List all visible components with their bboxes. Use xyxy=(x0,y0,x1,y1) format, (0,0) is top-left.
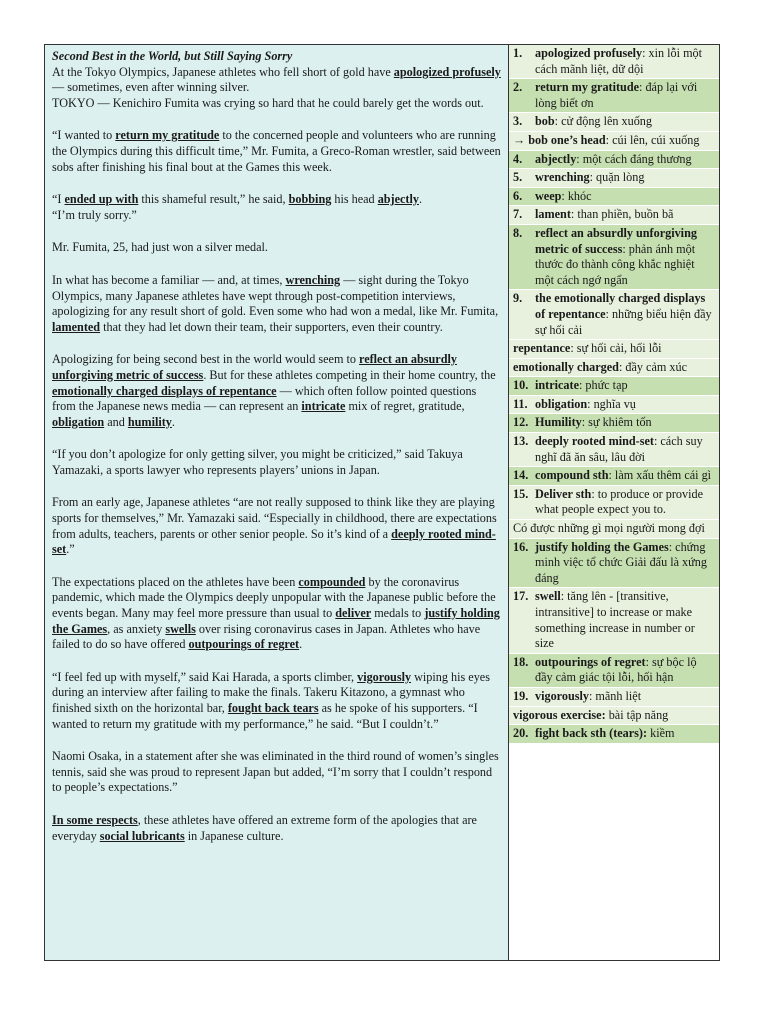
vocab-entry xyxy=(535,114,715,130)
document-sheet xyxy=(44,44,720,961)
vocab-item xyxy=(509,486,719,520)
vocab-entry xyxy=(535,226,715,288)
vocab-item xyxy=(509,45,719,79)
vocab-term: intricate xyxy=(535,378,579,393)
vocab-term: emotionally charged xyxy=(513,359,619,374)
vocab-entry xyxy=(535,415,715,431)
highlighted-phrase: deeply rooted mind-set xyxy=(52,526,496,557)
vocab-definition: : làm xấu thêm cái gì xyxy=(608,468,712,483)
vocab-item xyxy=(509,539,719,589)
highlighted-phrase: deliver xyxy=(335,606,372,621)
article-text: and xyxy=(104,414,128,429)
highlighted-phrase: vigorously xyxy=(357,669,412,684)
vocab-term: vigorously xyxy=(535,688,589,703)
vocab-term: wrenching xyxy=(535,170,590,185)
article-text: , as anxiety xyxy=(107,621,166,636)
vocab-term: vigorous exercise: xyxy=(513,707,606,722)
vocab-term: Humility xyxy=(535,415,582,430)
highlighted-phrase: swells xyxy=(165,621,196,636)
vocab-term: justify holding the Games xyxy=(535,539,669,554)
article-text: . But for these athletes competing in their home country, the xyxy=(203,367,496,382)
vocab-number: 20. xyxy=(513,726,529,741)
article-text: , these athletes have offered an extreme form of the apologies that are everyday xyxy=(52,812,477,843)
vocab-number: 3. xyxy=(513,114,523,129)
highlighted-phrase: intricate xyxy=(301,399,346,414)
article-text: — sight during the Tokyo Olympics, many Japanese athletes have wept through post-competition interviews, apologizing for any result short of gold. Even some who had won a medal, like Mr. Fumita, xyxy=(52,272,499,319)
highlighted-phrase: fought back tears xyxy=(227,701,319,715)
article-text: mix of regret, gratitude, xyxy=(345,399,465,414)
highlighted-phrase: outpourings of regret xyxy=(188,637,300,652)
vocab-number: 15. xyxy=(513,486,529,501)
vocab-item xyxy=(509,396,719,415)
article-text: this shameful result,” he said, xyxy=(138,192,289,207)
highlighted-phrase: obligation xyxy=(52,414,105,429)
vocab-number: 19. xyxy=(513,688,529,703)
article-title: Second Best in the World, but Still Saying Sorry xyxy=(52,49,293,63)
article-text: medals to xyxy=(371,606,425,621)
article-text: . “I’m truly sorry.” xyxy=(52,192,423,222)
vocab-number: 13. xyxy=(513,434,529,449)
vocab-note xyxy=(509,359,719,378)
vocab-term: bob xyxy=(535,114,555,129)
article-paragraph xyxy=(52,65,501,112)
vocab-entry xyxy=(535,291,715,338)
vocab-number: 5. xyxy=(513,170,523,185)
vocab-definition: : những biểu hiện đầy sự hối cải xyxy=(535,306,712,337)
vocab-number: 6. xyxy=(513,188,523,203)
article-paragraph xyxy=(52,352,501,430)
article-paragraph xyxy=(52,670,501,732)
vocab-definition: bài tập năng xyxy=(605,707,669,722)
vocab-item xyxy=(509,225,719,290)
vocab-entry xyxy=(535,378,715,394)
vocab-number: 1. xyxy=(513,46,523,60)
vocab-definition: : sự khiêm tốn xyxy=(581,415,652,430)
vocab-number: 7. xyxy=(513,207,523,222)
vocab-term: lament xyxy=(535,207,571,222)
vocab-definition: : cử động lên xuống xyxy=(554,114,652,129)
highlighted-phrase: return my gratitude xyxy=(115,128,220,143)
vocab-definition: : tăng lên - [transitive, intransitive] to increase or make something increase in number or size xyxy=(535,589,695,651)
vocab-item xyxy=(509,688,719,707)
vocab-item xyxy=(509,725,719,744)
vocab-term: apologized profusely xyxy=(535,46,643,60)
article-text: — which often follow pointed questions from the Japanese news media — can represent an xyxy=(52,383,477,414)
article-paragraph xyxy=(52,575,501,653)
article-text: . xyxy=(299,637,303,652)
highlighted-phrase: abjectly xyxy=(377,192,419,207)
vocab-entry xyxy=(535,152,715,168)
highlighted-phrase: bobbing xyxy=(288,192,332,207)
vocab-definition: : phản ánh một thước đo thành công khắc nghiệt một cách ngớ ngẩn xyxy=(535,241,696,287)
vocab-number: 2. xyxy=(513,80,523,95)
vocab-definition: : một cách đáng thương xyxy=(576,151,692,166)
article-text: wiping his eyes during an interview after failing to make the finals. Takeru Kitazono, a gymnast who finished sixth on the horizontal bar, xyxy=(52,669,490,715)
vocab-term: fight back sth (tears): xyxy=(535,726,648,741)
article-paragraph xyxy=(52,273,501,335)
vocab-term: the emotionally charged displays of repentance xyxy=(535,291,706,321)
vocab-definition: Có được những gì mọi người mong đợi xyxy=(513,521,705,536)
vocab-entry xyxy=(535,397,715,413)
article-text: Naomi Osaka, in a statement after she was eliminated in the third round of women’s singles tennis, said she was proud to represent Japan but added, “I’m sorry that I couldn’t respond to people’s expectations.” xyxy=(52,749,499,795)
highlighted-phrase: social lubricants xyxy=(99,828,185,843)
vocab-entry xyxy=(535,589,715,651)
vocab-definition: : khóc xyxy=(561,188,592,203)
vocab-item xyxy=(509,206,719,225)
vocab-term: weep xyxy=(535,188,562,203)
article-text: as he spoke of his supporters. “I wanted to return my gratitude with my performance,” he said. “But I couldn’t.” xyxy=(52,701,478,731)
vocab-number: 9. xyxy=(513,291,523,306)
vocab-item xyxy=(509,467,719,486)
vocab-entry xyxy=(535,80,715,111)
article-text: Apologizing for being second best in the world would seem to xyxy=(52,352,360,367)
article-paragraph xyxy=(52,240,501,256)
article-text: “I wanted to xyxy=(52,128,116,143)
vocab-item xyxy=(509,79,719,113)
highlighted-phrase: In some respects xyxy=(52,812,138,827)
vocab-term: repentance xyxy=(513,341,571,356)
vocab-number: 8. xyxy=(513,225,523,240)
vocab-term: Deliver sth xyxy=(535,486,592,501)
vocab-definition: : phức tạp xyxy=(579,378,628,393)
highlighted-phrase: compounded xyxy=(298,574,366,589)
article-paragraph xyxy=(52,813,501,844)
arrow-icon: → xyxy=(513,132,529,147)
vocab-definition: : cúi lên, cúi xuống xyxy=(605,132,700,147)
vocab-entry xyxy=(535,207,715,223)
vocab-definition: : mãnh liệt xyxy=(588,688,642,703)
article-text: Mr. Fumita, 25, had just won a silver medal. xyxy=(52,240,268,255)
vocab-entry xyxy=(535,170,715,186)
vocab-definition: : chứng minh việc tổ chức Giải đấu là xứng đáng xyxy=(535,539,707,585)
vocab-number: 14. xyxy=(513,468,529,483)
vocab-item xyxy=(509,588,719,653)
vocab-entry xyxy=(535,434,715,465)
vocab-term: obligation xyxy=(535,396,588,411)
vocabulary-column xyxy=(509,45,719,960)
vocab-definition: kiềm xyxy=(647,726,675,741)
article-text: .” xyxy=(66,542,75,557)
vocab-definition: : quặn lòng xyxy=(589,170,645,185)
article-text: — sometimes, even after winning silver. TOKYO — Kenichiro Fumita was crying so hard that he could barely get the words out. xyxy=(52,80,484,110)
vocab-entry xyxy=(535,540,715,587)
article-text: At the Tokyo Olympics, Japanese athletes who fell short of gold have xyxy=(52,64,394,79)
vocab-term: abjectly xyxy=(535,151,577,166)
vocab-number: 4. xyxy=(513,151,523,166)
vocab-item xyxy=(509,377,719,396)
vocab-item xyxy=(509,113,719,132)
article-paragraph xyxy=(52,749,501,796)
vocab-entry xyxy=(535,46,715,77)
vocab-term: reflect an absurdly unforgiving metric of success xyxy=(535,225,697,256)
article-text: From an early age, Japanese athletes “are not really supposed to think like they are playing sports for themselves,” Mr. Yamazaki said. “Especially in childhood, there are expectations from adults, teachers, parents or other senior people. So it’s kind of a xyxy=(52,495,497,541)
article-text: . xyxy=(171,414,175,429)
vocab-note xyxy=(509,707,719,726)
article-text: “I xyxy=(52,192,65,207)
article-paragraph xyxy=(52,128,501,175)
article-text: to the concerned people and volunteers who are running the Olympics during this difficult time,” Mr. Fumita, a Greco-Roman wrestler, said between sobs after finishing his final bout at the Games this week. xyxy=(52,128,501,174)
article-text: over rising coronavirus cases in Japan. Athletes who have failed to do so have offered xyxy=(52,621,481,652)
vocab-definition: : xin lỗi một cách mãnh liệt, dữ dội xyxy=(535,46,703,76)
vocab-item xyxy=(509,169,719,188)
highlighted-phrase: justify holding the Games xyxy=(52,606,500,636)
vocab-entry xyxy=(535,655,715,686)
vocab-item xyxy=(509,433,719,467)
article-paragraph xyxy=(52,192,501,223)
vocab-item xyxy=(509,188,719,207)
highlighted-phrase: humility xyxy=(127,414,172,429)
vocab-term: bob one’s head xyxy=(528,132,606,147)
vocab-item xyxy=(509,654,719,688)
vocab-definition: : sự bộc lộ đầy cảm giác tội lỗi, hối hận xyxy=(535,654,697,685)
vocab-entry xyxy=(535,189,715,205)
article-paragraph xyxy=(52,495,501,557)
article-text: “If you don’t apologize for only getting silver, you might be criticized,” said Takuya Yamazaki, a sports lawyer who represents players’ unions in Japan. xyxy=(52,447,463,477)
vocab-entry xyxy=(535,487,715,518)
highlighted-phrase: ended up with xyxy=(64,192,139,207)
vocab-term: return my gratitude xyxy=(535,80,640,95)
vocab-number: 11. xyxy=(513,396,528,411)
article-text: The expectations placed on the athletes have been xyxy=(52,574,299,589)
highlighted-phrase: wrenching xyxy=(285,272,341,287)
vocab-note xyxy=(509,340,719,359)
article-column xyxy=(45,45,509,960)
vocab-number: 12. xyxy=(513,415,529,430)
article-text: In what has become a familiar — and, at times, xyxy=(52,272,286,287)
vocab-entry xyxy=(535,726,715,742)
article-paragraph xyxy=(52,447,501,478)
vocab-definition: : nghĩa vụ xyxy=(587,396,636,411)
vocab-note xyxy=(509,520,719,539)
article-text: by the coronavirus pandemic, which made the Olympics deeply unpopular with the Japanese public before the events began. Many may feel more pressure than usual to xyxy=(52,574,496,621)
highlighted-phrase: emotionally charged displays of repentance xyxy=(52,383,277,398)
vocab-number: 10. xyxy=(513,378,529,393)
highlighted-phrase: reflect an absurdly unforgiving metric of success xyxy=(52,352,457,382)
vocab-definition: : đầy cảm xúc xyxy=(618,359,687,374)
article-text: his head xyxy=(331,192,378,207)
vocab-note xyxy=(509,132,719,151)
vocab-number: 18. xyxy=(513,654,529,669)
vocab-term: compound sth xyxy=(535,468,609,483)
vocab-number: 16. xyxy=(513,539,529,554)
article-text: in Japanese culture. xyxy=(184,828,284,843)
vocab-item xyxy=(509,290,719,340)
highlighted-phrase: lamented xyxy=(52,319,101,334)
article-text: “I feel fed up with myself,” said Kai Harada, a sports climber, xyxy=(52,669,358,684)
vocab-entry xyxy=(535,468,715,484)
vocab-definition: : than phiền, buồn bã xyxy=(570,207,674,222)
vocab-entry xyxy=(535,689,715,705)
vocab-definition: : to produce or provide what people expect you to. xyxy=(535,486,703,517)
vocab-item xyxy=(509,414,719,433)
article-text: that they had let down their team, their supporters, even their country. xyxy=(100,319,443,334)
vocab-term: swell xyxy=(535,589,561,604)
vocab-number: 17. xyxy=(513,589,529,604)
vocab-term: outpourings of regret xyxy=(535,654,646,669)
vocab-item xyxy=(509,151,719,170)
vocab-term: deeply rooted mind-set xyxy=(535,434,654,449)
highlighted-phrase: apologized profusely xyxy=(393,64,501,79)
vocab-definition: : cách suy nghĩ đã ăn sâu, lâu đời xyxy=(535,434,703,464)
vocab-definition: : đáp lại với lòng biết ơn xyxy=(535,80,698,110)
vocab-definition: : sự hối cải, hối lỗi xyxy=(570,341,662,356)
